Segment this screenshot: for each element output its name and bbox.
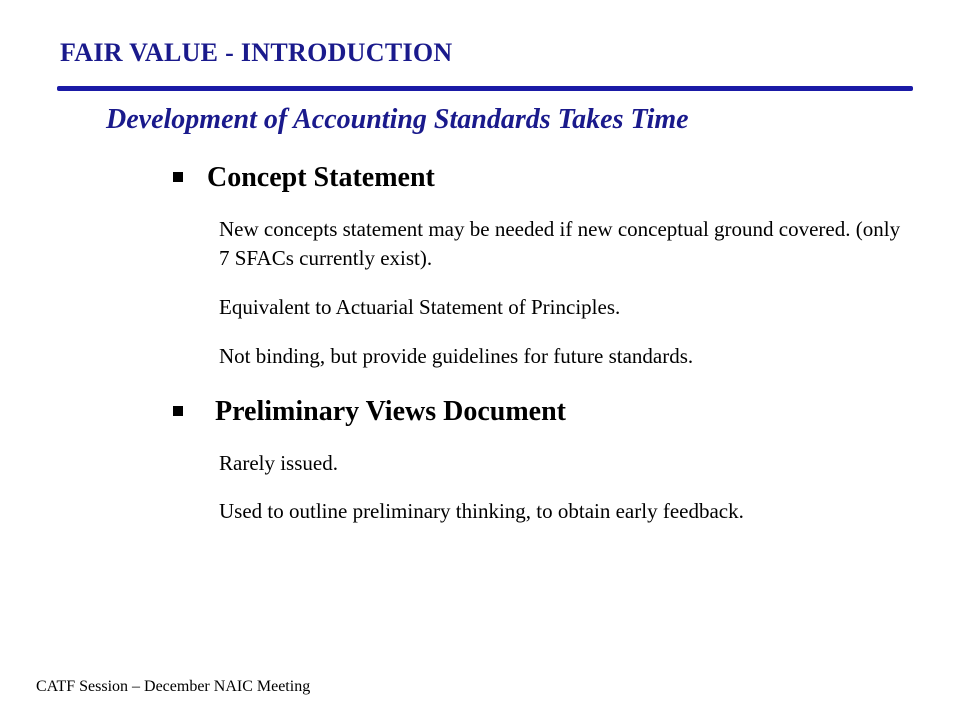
section-heading-label: Preliminary Views Document [215,396,566,427]
preliminary-paragraph-2: Used to outline preliminary thinking, to obtain early feedback. [219,499,744,523]
square-bullet-icon [173,406,183,416]
square-bullet-icon [173,172,183,182]
section-heading-label: Concept Statement [207,162,435,193]
section-heading-concept-statement [173,162,435,194]
slide-title: FAIR VALUE - INTRODUCTION [60,38,453,67]
slide-footer: CATF Session – December NAIC Meeting [36,678,311,695]
concept-paragraph-3: Not binding, but provide guidelines for future standards. [219,344,694,368]
concept-paragraph-1: New concepts statement may be needed if new conceptual ground covered. (only 7 SFACs currently exist). [219,217,901,270]
preliminary-paragraph-1: Rarely issued. [219,451,338,475]
slide-subtitle: Development of Accounting Standards Takes Time [106,104,689,135]
section-heading-preliminary-views [173,396,566,428]
concept-paragraph-2: Equivalent to Actuarial Statement of Principles. [219,295,621,319]
title-divider [57,86,913,91]
